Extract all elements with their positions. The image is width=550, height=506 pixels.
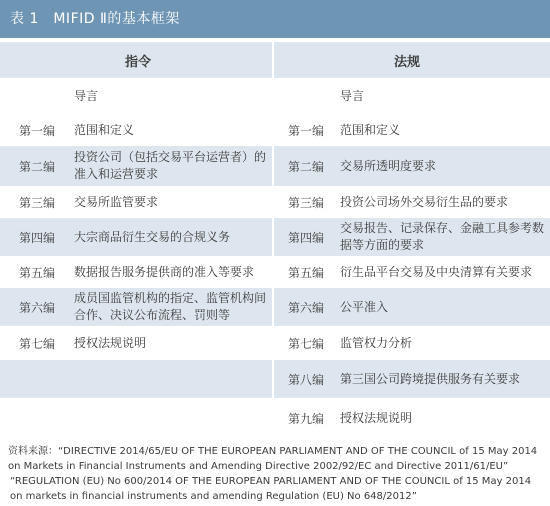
- table-row: [0, 114, 550, 146]
- regulation-part: 第五编: [287, 265, 324, 280]
- directive-part: 第四编: [18, 230, 55, 245]
- directive-content: 数据报告服务提供商的准入等要求: [74, 264, 255, 279]
- directive-part: 第六编: [18, 300, 55, 315]
- table-row: [0, 218, 550, 256]
- table-row: [0, 288, 550, 326]
- regulation-part: 第七编: [287, 336, 324, 351]
- table-row: [0, 360, 550, 398]
- regulation-part: 第八编: [287, 372, 324, 387]
- directive-content: [70, 398, 268, 439]
- table-row-intro: [0, 78, 550, 114]
- table-row: [0, 326, 550, 360]
- directive-part: 第一编: [18, 123, 55, 138]
- directive-content: 大宗商品衍生交易的合规义务: [74, 229, 231, 244]
- table-row: [0, 398, 550, 439]
- table-row: [0, 186, 550, 218]
- column-divider: [272, 42, 274, 439]
- directive-part: 第七编: [18, 336, 55, 351]
- regulation-part: 第二编: [287, 159, 324, 174]
- source-line-2: “REGULATION (EU) No 600/2014 OF THE EUROPEAN PARLIAMENT AND OF THE COUNCIL of 15 May 2014 on markets in financial instruments and amending Regulation (EU) No 648/2012”: [10, 476, 532, 502]
- directive-content: 成员国监管机构的指定、监管机构间合作、决议公布流程、罚则等: [74, 291, 267, 322]
- directive-content: [70, 360, 268, 398]
- directive-part: [4, 398, 70, 439]
- regulation-part: 第九编: [287, 412, 324, 426]
- table-header-row: [0, 42, 550, 78]
- regulation-content: 第三国公司跨境提供服务有关要求: [340, 371, 521, 386]
- header-directive: 指令: [124, 54, 151, 70]
- regulation-content: 交易报告、记录保存、金融工具参考数据等方面的要求: [340, 221, 545, 252]
- regulation-part: 第三编: [287, 195, 324, 210]
- regulation-part: 第六编: [287, 300, 324, 315]
- directive-content: 交易所监管要求: [74, 194, 159, 209]
- intro-left: 导言: [74, 88, 99, 103]
- table-row: [0, 256, 550, 288]
- regulation-content: 范围和定义: [340, 122, 401, 137]
- table-title: 表 1 MIFID Ⅱ的基本框架: [0, 0, 550, 38]
- directive-content: 投资公司（包括交易平台运营者）的准入和运营要求: [74, 150, 267, 181]
- regulation-content: 公平准入: [340, 299, 389, 314]
- directive-part: 第五编: [18, 265, 55, 280]
- directive-part: 第二编: [18, 159, 55, 174]
- directive-part: 第三编: [18, 195, 55, 210]
- directive-content: 授权法规说明: [74, 335, 147, 350]
- source-line-1: 资料来源：“DIRECTIVE 2014/65/EU OF THE EUROPEAN PARLIAMENT AND OF THE COUNCIL of 15 May 2014 on Markets in Financial Instruments and Amending Directive 2002/92/EC and Directive 2011/61/EU”: [8, 446, 538, 472]
- regulation-content: 交易所透明度要求: [340, 158, 437, 173]
- regulation-content: 监管权力分析: [340, 335, 413, 350]
- directive-content: 范围和定义: [74, 122, 135, 137]
- directive-part: [4, 360, 70, 398]
- regulation-part: 第四编: [287, 230, 324, 245]
- intro-right: 导言: [340, 88, 365, 103]
- regulation-content: 衍生品平台交易及中央清算有关要求: [340, 264, 533, 279]
- header-regulation: 法规: [393, 54, 420, 70]
- regulation-content: 投资公司场外交易衍生品的要求: [340, 194, 509, 209]
- table-row: [0, 146, 550, 186]
- source-note: [8, 444, 546, 504]
- regulation-part: 第一编: [287, 123, 324, 138]
- regulation-content: 授权法规说明: [340, 411, 413, 425]
